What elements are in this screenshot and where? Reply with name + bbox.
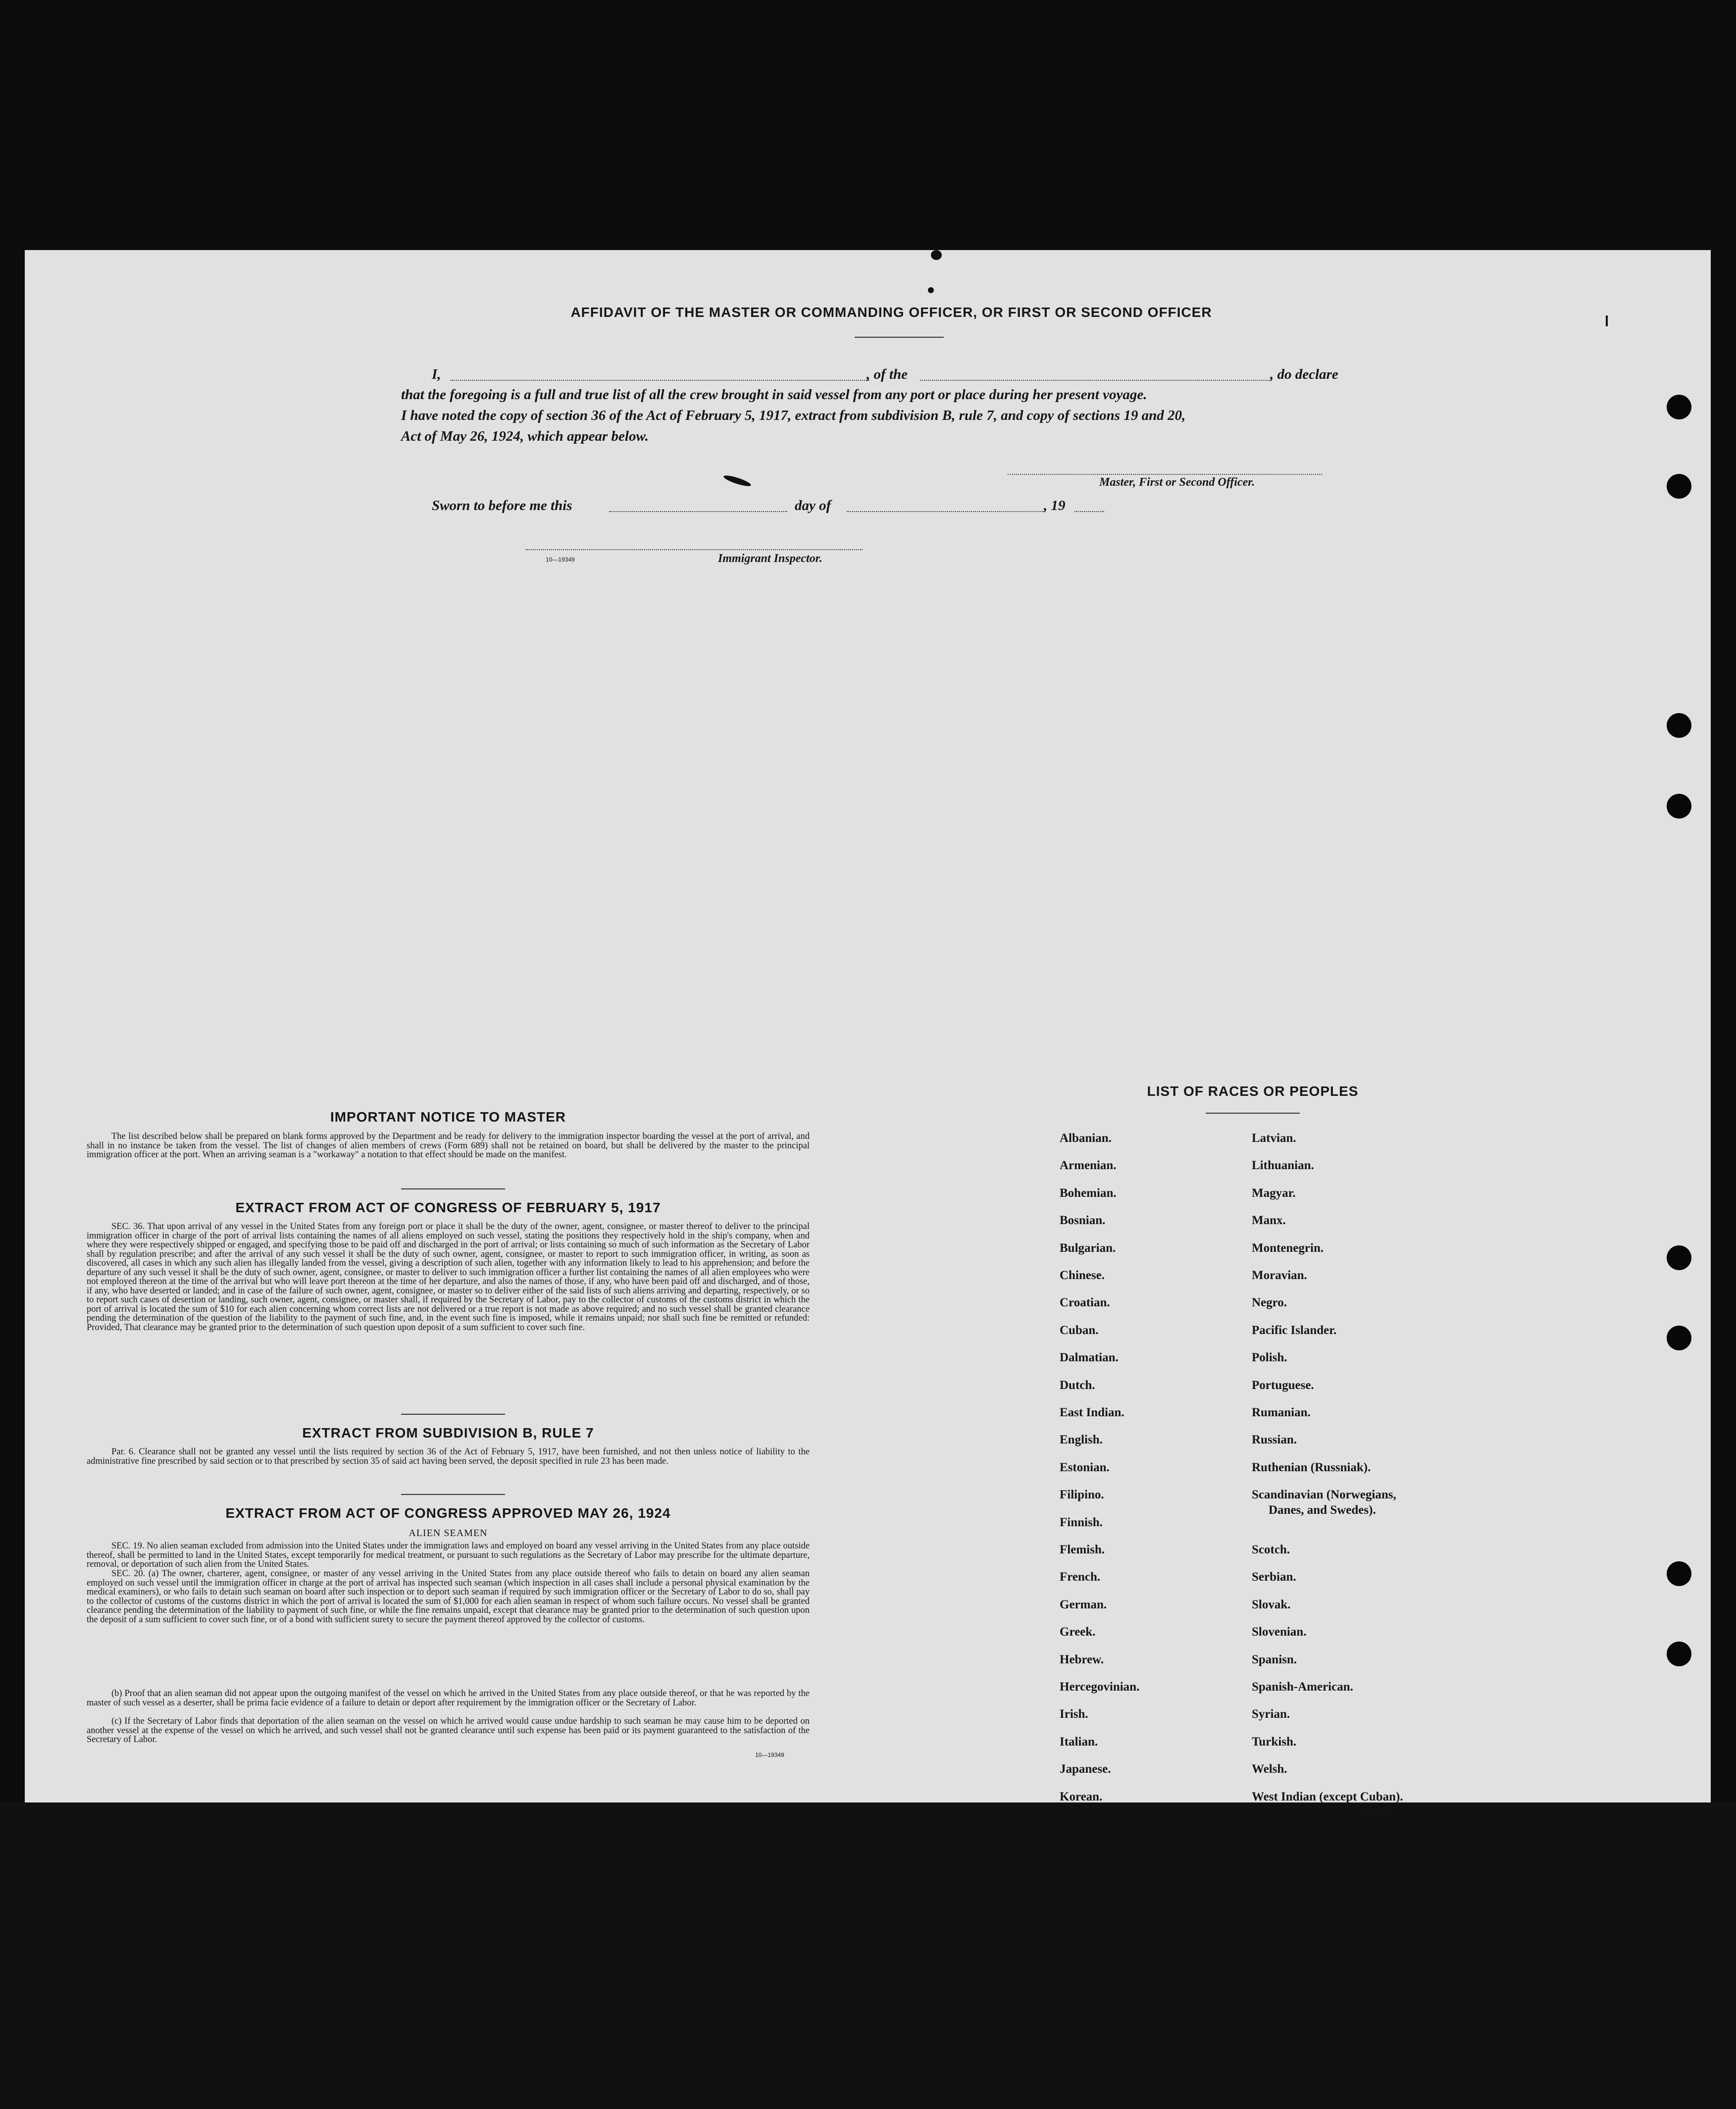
races-title: LIST OF RACES OR PEOPLES [1147, 1083, 1359, 1099]
affidavit-line-4: Act of May 26, 1924, which appear below. [401, 428, 649, 444]
signature-label: Master, First or Second Officer. [1099, 476, 1255, 489]
sec-20a-text: SEC. 20. (a) The owner, charterer, agent, consignee, or master of any vessel arriving in the United States from any place outside thereof who fails to detain on board any alien seaman employed on such vessel until the immigration officer in charge at the port of arrival has inspected such seaman (which inspection in all cases shall include a personal physical examination by the medical examiners), or who fails to detain such seaman on board after such inspection or to deport such seaman if required by such immigration officer or the Secretary of Labor to do so, shall pay to the collector of customs of the customs district in which the port of arrival is located the sum of $1,000 for each alien seaman in respect of whom such failure occurs. No vessel shall be granted clearance pending the determination of the liability to payment of such fine, or while the fine remains unpaid, except that clearance may be granted prior to the determination of such question upon the deposit of a sum sufficient to cover such fine, or of a bond with sufficient surety to secure the payment thereof approved by the collector of customs. [87, 1569, 810, 1625]
race-item: Finnish. [1060, 1515, 1103, 1529]
punch-hole-icon [1667, 474, 1691, 499]
sworn-year-field[interactable] [1074, 511, 1104, 512]
sworn-day-of: day of [795, 498, 831, 514]
race-item: Slovenian. [1252, 1625, 1307, 1639]
race-item: Cuban. [1060, 1323, 1099, 1337]
punch-hole-icon [1667, 395, 1691, 419]
race-item: Rumanian. [1252, 1406, 1311, 1419]
race-item: Portuguese. [1252, 1378, 1314, 1392]
affidavit-line-3: I have noted the copy of section 36 of the Act of February 5, 1917, extract from subdivision B, rule 7, and copy of sections 19 and 20, [401, 408, 1186, 423]
affidavit-line-2: that the foregoing is a full and true list of all the crew brought in said vessel from any port or place during her present voyage. [401, 387, 1147, 403]
affidavit-declare: , do declare [1270, 366, 1338, 382]
race-item: Lithuanian. [1252, 1159, 1314, 1173]
race-item: German. [1060, 1597, 1107, 1611]
notice-text: The list described below shall be prepared on blank forms approved by the Department and be ready for delivery to the immigration inspector boarding the vessel at the port of arrival, and shall in no instance be taken from the vessel. The list of changes of alien members of crews (Form 689) shall not be retained on board, but shall be delivered by the master to the principal immigration officer at the port. When an arriving seaman is a "workaway" a notation to that effect should be made on the manifest. [87, 1132, 810, 1160]
ink-blot [931, 250, 942, 260]
race-item: Russian. [1252, 1433, 1297, 1447]
sec-20b-text: (b) Proof that an alien seaman did not appear upon the outgoing manifest of the vessel on which he arrived in the United States from any place outside thereof, or that he was reported by the master of such vessel as a deserter, shall be prima facie evidence of a failure to detain or deport after requirement by the immigration officer or the Secretary of Labor. [87, 1689, 810, 1708]
race-item: Spanisn. [1252, 1652, 1297, 1666]
race-item: Japanese. [1060, 1762, 1111, 1776]
race-item: Greek. [1060, 1625, 1096, 1639]
extract-rule7-title: EXTRACT FROM SUBDIVISION B, RULE 7 [302, 1425, 594, 1440]
race-item: Flemish. [1060, 1543, 1105, 1556]
punch-hole-icon [1667, 1642, 1691, 1666]
race-item: Scotch. [1252, 1543, 1290, 1556]
ink-blot [723, 473, 752, 488]
race-item: Dutch. [1060, 1378, 1095, 1392]
sec-19-text: SEC. 19. No alien seaman excluded from admission into the United States under the immigration laws and employed on board any vessel arriving in the United States from any place outside thereof, shall be permitted to land in the United States, except temporarily for medical treatment, or pursuant to such regulations as the Secretary of Labor may prescribe for the ultimate departure, removal, or deportation of such alien from the United States. [87, 1541, 810, 1569]
race-item: East Indian. [1060, 1406, 1124, 1419]
race-item: Filipino. [1060, 1488, 1104, 1502]
race-item: Italian. [1060, 1735, 1098, 1749]
race-item: Pacific Islander. [1252, 1323, 1337, 1337]
race-item: Armenian. [1060, 1159, 1117, 1173]
race-item: Estonian. [1060, 1460, 1110, 1474]
race-item: Moravian. [1252, 1269, 1307, 1282]
document-page [25, 250, 1711, 1814]
vessel-field[interactable] [920, 380, 1272, 381]
affidavit-title: AFFIDAVIT OF THE MASTER OR COMMANDING OFFICER, OR FIRST OR SECOND OFFICER [570, 305, 1212, 320]
signature-field[interactable] [1008, 474, 1322, 475]
race-item: Bulgarian. [1060, 1241, 1116, 1255]
race-item: Bohemian. [1060, 1186, 1117, 1200]
sworn-prefix: Sworn to before me this [432, 498, 572, 514]
form-number: 10—19349 [755, 1751, 784, 1758]
notice-title: IMPORTANT NOTICE TO MASTER [330, 1109, 566, 1125]
race-item: Korean. [1060, 1790, 1103, 1803]
divider [855, 337, 944, 338]
race-item: Dalmatian. [1060, 1351, 1119, 1365]
name-field[interactable] [451, 380, 869, 381]
sworn-month-field[interactable] [847, 511, 1045, 512]
race-item: Ruthenian (Russniak). [1252, 1460, 1371, 1474]
ink-mark [1606, 315, 1608, 326]
punch-hole-icon [1667, 1561, 1691, 1586]
race-item: Magyar. [1252, 1186, 1296, 1200]
extract-1924-subtitle: ALIEN SEAMEN [408, 1528, 488, 1539]
race-item: Albanian. [1060, 1132, 1112, 1145]
race-item: Slovak. [1252, 1597, 1291, 1611]
punch-hole-icon [1667, 794, 1691, 819]
race-item: French. [1060, 1570, 1101, 1584]
punch-hole-icon [1667, 1245, 1691, 1270]
race-item: Hercegovinian. [1060, 1680, 1140, 1694]
film-border-top [0, 0, 1736, 250]
extract-rule7-text: Par. 6. Clearance shall not be granted any vessel until the lists required by section 36 of the Act of February 5, 1917, have been furnished, and not then unless notice of liability to the administrative fine prescribed by said section or to that prescribed by section 35 of said act having been served, the deposit specified in rule 23 has been made. [87, 1447, 810, 1466]
race-item: Polish. [1252, 1351, 1287, 1365]
sworn-day-field[interactable] [609, 511, 787, 512]
divider [401, 1414, 505, 1415]
extract-1917-text: SEC. 36. That upon arrival of any vessel in the United States from any foreign port or place it shall be the duty of the owner, agent, consignee, or master thereof to deliver to the principal immigration officer in charge of the port of arrival lists containing the names of all aliens employed on such vessel, stating the positions they respectively hold in the ship's company, when and where they were respectively shipped or engaged, and specifying those to be paid off and discharged in the port of arrival; or lists containing so much of such information as the Secretary of Labor shall by regulation prescribe; and after the arrival of any such vessel it shall be the duty of such owner, agent, consignee, or master to report to such immigration officer, in writing, as soon as discovered, all cases in which any such alien has illegally landed from the vessel, giving a description of such alien, together with any information likely to lead to his apprehension; and before the departure of any such vessel it shall be the duty of such owner, agent, consignee, or master to deliver to such immigration officer a further list containing the names of all alien employees who were not employed thereon at the time of the arrival but who will leave port thereon at the time of her departure, and also the names of those, if any, who have been paid off and discharged, and of those, if any, who have deserted or landed; and in case of the failure of such owner, agent, consignee, or master so to deliver either of the said lists of such aliens arriving and departing, respectively, or so to report such cases of desertion or landing, such owner, agent, consignee, or master shall, if required by the Secretary of Labor, pay to the collector of customs of the customs district in which the port of arrival is located the sum of $10 for each alien concerning whom correct lists are not delivered or a true report is not made as above required; and no such vessel shall be granted clearance pending the determination of the question of the liability to the payment of such fine, and, in the event such fine is imposed, while it remains unpaid; nor shall such fine be remitted or refunded: Provided, That clearance may be granted prior to the determination of such question upon deposit of a sum sufficient to cover such fine. [87, 1222, 810, 1333]
form-number: 10—19349 [1362, 1807, 1391, 1814]
race-item: West Indian (except Cuban). [1252, 1790, 1403, 1803]
race-item: Bosnian. [1060, 1214, 1106, 1228]
race-item: Manx. [1252, 1214, 1286, 1228]
race-item: Negro. [1252, 1296, 1287, 1310]
race-item: Turkish. [1252, 1735, 1297, 1749]
race-item: Latvian. [1252, 1132, 1296, 1145]
race-item: Spanish-American. [1252, 1680, 1353, 1694]
extract-1924-title: EXTRACT FROM ACT OF CONGRESS APPROVED MAY 26, 1924 [225, 1505, 671, 1521]
ink-blot [928, 287, 934, 293]
race-item: Irish. [1060, 1707, 1088, 1721]
punch-hole-icon [1667, 713, 1691, 738]
affidavit-of-the: , of the [867, 366, 908, 382]
divider [401, 1494, 505, 1495]
inspector-label: Immigrant Inspector. [718, 552, 822, 565]
divider [1206, 1113, 1300, 1114]
sworn-year: , 19 [1044, 498, 1066, 514]
race-item: Scandinavian (Norwegians, [1252, 1488, 1396, 1502]
race-item: Danes, and Swedes). [1269, 1503, 1376, 1517]
race-item: Croatian. [1060, 1296, 1110, 1310]
race-item: Serbian. [1252, 1570, 1296, 1584]
inspector-signature-field[interactable] [526, 549, 863, 550]
race-item: Syrian. [1252, 1707, 1290, 1721]
punch-hole-icon [1667, 1326, 1691, 1350]
divider [401, 1188, 505, 1189]
film-border-bottom [0, 1802, 1736, 2109]
extract-1917-title: EXTRACT FROM ACT OF CONGRESS OF FEBRUARY 5, 1917 [235, 1200, 661, 1215]
affidavit-i: I, [432, 366, 441, 382]
race-item: Welsh. [1252, 1762, 1287, 1776]
form-number: 10—19349 [546, 556, 575, 563]
race-item: Chinese. [1060, 1269, 1105, 1282]
race-item: English. [1060, 1433, 1103, 1447]
sec-20c-text: (c) If the Secretary of Labor finds that deportation of the alien seaman on the vessel on which he arrived would cause undue hardship to such seaman he may cause him to be deported on another vessel at the expense of the vessel on which he arrived, and such vessel shall not be granted clearance until such expense has been paid or its payment guaranteed to the satisfaction of the Secretary of Labor. [87, 1716, 810, 1745]
race-item: Hebrew. [1060, 1652, 1104, 1666]
race-item: Montenegrin. [1252, 1241, 1324, 1255]
